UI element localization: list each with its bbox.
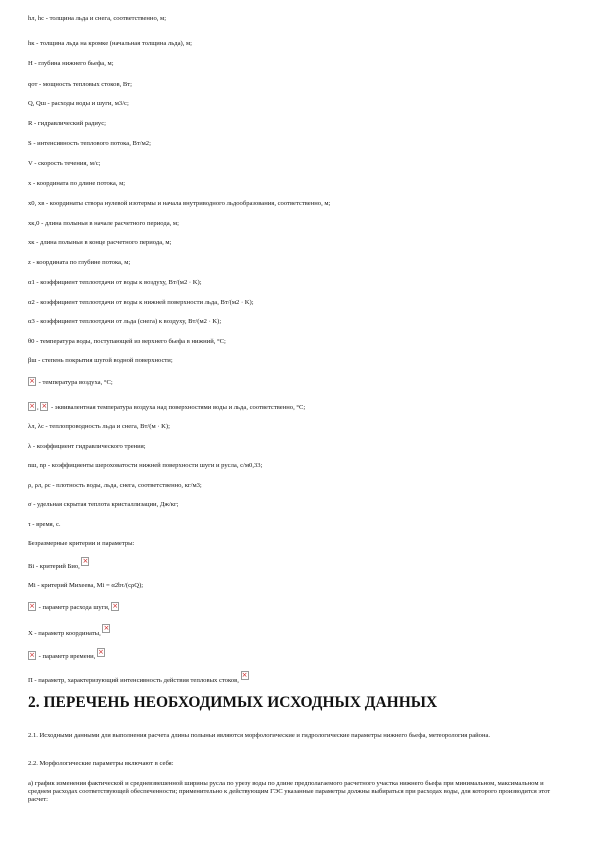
def-alpha1: α1 - коэффициент теплоотдачи от воды к воздуху, Вт/(м2 · K);	[28, 279, 202, 286]
broken-image-icon	[102, 624, 110, 633]
broken-image-icon	[28, 377, 36, 386]
def-biot	[28, 561, 90, 571]
def-equiv-temp-text: - эквивалентная температура воздуха над поверхностями воды и льда, соответственно, °C;	[49, 404, 306, 411]
def-slush-param-text: - параметр расхода шуги,	[37, 604, 112, 611]
def-latent-heat: σ - удельная скрытая теплота кристаллизации, Дж/кг;	[28, 501, 179, 508]
broken-image-icon	[40, 402, 48, 411]
def-air-temp	[28, 377, 113, 387]
def-density: ρ, ρл, ρс - плотность воды, льда, снега, соответственно, кг/м3;	[28, 482, 202, 489]
paragraph-2-2: 2.2. Морфологические параметры включают в себя:	[28, 760, 174, 767]
broken-image-icon	[28, 651, 36, 660]
def-alpha2: α2 - коэффициент теплоотдачи от воды к нижней поверхности льда, Вт/(м2 · K);	[28, 299, 254, 306]
def-lambda-friction: λ - коэффициент гидравлического трения;	[28, 443, 146, 450]
def-x: x - координата по длине потока, м;	[28, 180, 126, 187]
def-heat-power: qот - мощность тепловых стоков, Вт;	[28, 81, 132, 88]
comma-separator: ,	[37, 404, 39, 411]
broken-image-icon	[81, 557, 89, 566]
def-time: τ - время, с.	[28, 521, 61, 528]
def-time-param	[28, 651, 106, 661]
broken-image-icon	[111, 602, 119, 611]
def-heat-flux: S - интенсивность теплового потока, Вт/м2;	[28, 140, 151, 147]
def-beta-sh: βш - степень покрытия шугой водной поверхности;	[28, 357, 173, 364]
broken-image-icon	[28, 402, 36, 411]
def-hydraulic-radius: R - гидравлический радиус;	[28, 120, 106, 127]
paragraph-2-1: 2.1. Исходными данными для выполнения расчета длины полыньи являются морфологические и гидрологические параметры нижнего бьефа, метеорология района.	[28, 732, 491, 739]
broken-image-icon	[28, 602, 36, 611]
def-heat-intensity-param-text: П - параметр, характеризующий интенсивность действия тепловых стоков,	[28, 677, 241, 684]
def-air-temp-text: - температура воздуха, °C;	[37, 379, 113, 386]
def-xk0: xк,0 - длина полыньи в начале расчетного периода, м;	[28, 220, 179, 227]
def-alpha3: α3 - коэффициент теплоотдачи от льда (снега) к воздуху, Вт/(м2 · K);	[28, 318, 222, 325]
def-biot-text: Bi - критерий Био,	[28, 563, 82, 570]
def-roughness: nш, nр - коэффициенты шероховатости нижней поверхности шуги и русла, с/м0,33;	[28, 462, 263, 469]
def-theta0: θ0 - температура воды, поступающей из верхнего бьефа в нижний, °C;	[28, 338, 226, 345]
def-velocity: V - скорость течения, м/с;	[28, 160, 101, 167]
def-mikheev: Mi - критерий Михеева, Mi = α2bτ/(cρQ);	[28, 582, 144, 589]
paragraph-2-2-a: а) график изменения фактической и средневзвешенной ширины русла по урезу воды по длине предполагаемого расчетного участка нижнего бьефа при минимальном, максимальном и среднем расходах соответствующей обеспеченности; применительно к действующим ГЭС указанные параметры должны выбираться при расходах воды, для которого производится этот расчет:	[28, 780, 551, 803]
def-time-param-text: - параметр времени,	[37, 653, 97, 660]
broken-image-icon	[97, 648, 105, 657]
def-equiv-temp	[28, 402, 305, 412]
def-slush-param	[28, 602, 120, 612]
def-h-ice-snow: hл, hс - толщина льда и снега, соответственно, м;	[28, 15, 167, 22]
def-z: z - координата по глубине потока, м;	[28, 259, 131, 266]
def-heat-intensity-param	[28, 675, 250, 685]
def-discharges: Q, Qш - расходы воды и шуги, м3/с;	[28, 100, 129, 107]
def-coord-param-text: X - параметр координаты,	[28, 630, 103, 637]
section-heading: 2. ПЕРЕЧЕНЬ НЕОБХОДИМЫХ ИСХОДНЫХ ДАННЫХ	[28, 694, 438, 711]
def-coord-param	[28, 628, 111, 638]
broken-image-icon	[241, 671, 249, 680]
def-h-edge: hк - толщина льда на кромке (начальная толщина льда), м;	[28, 40, 192, 47]
def-lambda-conductivity: λл, λс - теплопроводность льда и снега, Вт/(м · K);	[28, 423, 170, 430]
dimensionless-heading: Безразмерные критерии и параметры:	[28, 540, 135, 547]
def-depth: H - глубина нижнего бьефа, м;	[28, 60, 114, 67]
def-x0-xv: x0, xв - координаты створа нулевой изотермы и начала внутриводного льдообразования, соответственно, м;	[28, 200, 331, 207]
def-xk: xк - длина полыньи в конце расчетного периода, м;	[28, 239, 172, 246]
